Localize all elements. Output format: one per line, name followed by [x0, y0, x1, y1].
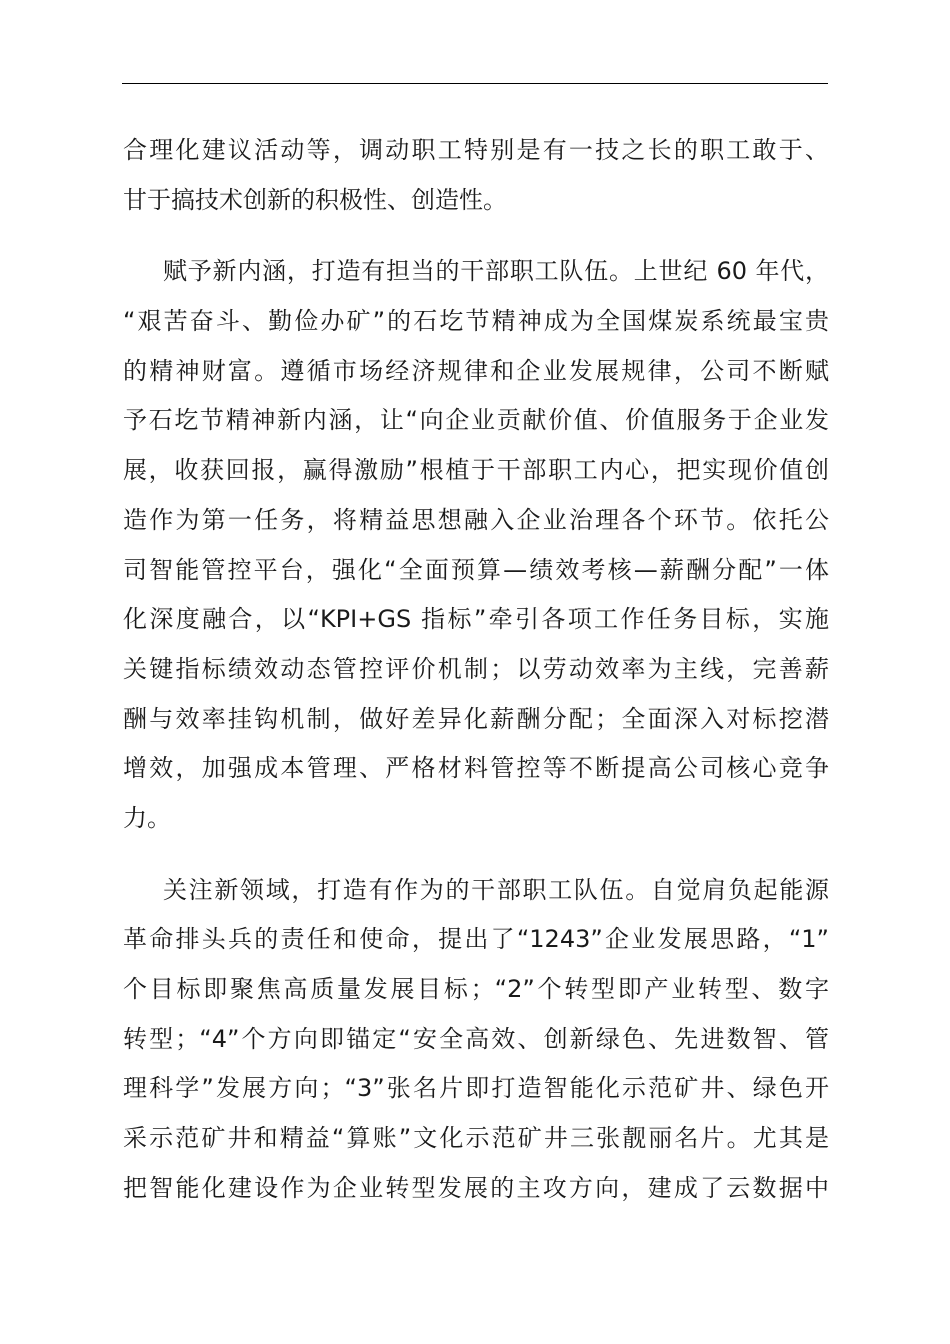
text-line: 把智能化建设作为企业转型发展的主攻方向，建成了云数据中 — [123, 1173, 829, 1202]
text-line: 赋予新内涵，打造有担当的干部职工队伍。上世纪 60 年代， — [163, 257, 829, 286]
header-rule — [122, 83, 828, 84]
text-line: 化深度融合，以“KPI+GS 指标”牵引各项工作任务目标，实施 — [123, 605, 829, 634]
text-line: 力。 — [123, 803, 171, 832]
text-line: 合理化建议活动等，调动职工特别是有一技之长的职工敢于、 — [123, 136, 829, 164]
paragraph-gap — [123, 844, 829, 866]
document-body — [123, 126, 829, 1213]
text-line: “艰苦奋斗、勤俭办矿”的石圪节精神成为全国煤炭系统最宝贵 — [123, 307, 829, 336]
text-line: 革命排头兵的责任和使命，提出了“1243”企业发展思路，“1” — [123, 925, 829, 954]
text-line: 造作为第一任务，将精益思想融入企业治理各个环节。依托公 — [123, 505, 829, 534]
text-line: 的精神财富。遵循市场经济规律和企业发展规律，公司不断赋 — [123, 356, 829, 385]
text-line: 予石圪节精神新内涵，让“向企业贡献价值、价值服务于企业发 — [123, 406, 829, 435]
text-line: 理科学”发展方向；“3”张名片即打造智能化示范矿井、绿色开 — [123, 1074, 829, 1103]
text-line: 采示范矿井和精益“算账”文化示范矿井三张靓丽名片。尤其是 — [123, 1124, 829, 1153]
paragraph-2 — [123, 247, 829, 843]
paragraph-1 — [123, 126, 829, 225]
text-line: 司智能管控平台，强化“全面预算—绩效考核—薪酬分配”一体 — [123, 555, 829, 584]
text-line: 关键指标绩效动态管控评价机制；以劳动效率为主线，完善薪 — [123, 654, 829, 683]
text-line: 转型；“4”个方向即锚定“安全高效、创新绿色、先进数智、管 — [123, 1024, 829, 1053]
paragraph-gap — [123, 225, 829, 247]
text-line: 展，收获回报，赢得激励”根植于干部职工内心，把实现价值创 — [123, 456, 829, 485]
text-line: 增效，加强成本管理、严格材料管控等不断提高公司核心竞争 — [123, 754, 829, 783]
text-line: 个目标即聚焦高质量发展目标；“2”个转型即产业转型、数字 — [123, 975, 829, 1003]
text-line: 甘于搞技术创新的积极性、创造性。 — [123, 185, 507, 214]
text-line: 关注新领域，打造有作为的干部职工队伍。自觉肩负起能源 — [163, 875, 829, 904]
paragraph-3 — [123, 866, 829, 1214]
text-line: 酬与效率挂钩机制，做好差异化薪酬分配；全面深入对标挖潜 — [123, 704, 829, 733]
